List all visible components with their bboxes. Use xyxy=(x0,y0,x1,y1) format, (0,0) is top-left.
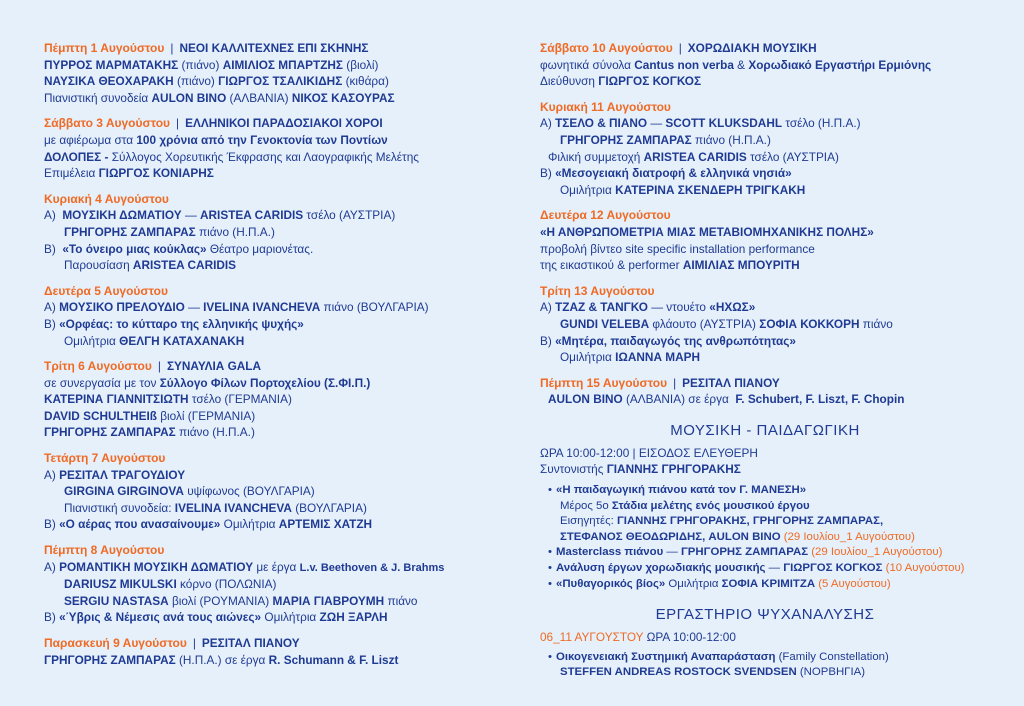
event-title: ΡΕΣΙΤΑΛ ΠΙΑΝΟΥ xyxy=(682,375,780,390)
performer-name: SCOTT KLUKSDAHL xyxy=(665,116,783,131)
talk-title: Οικογενειακή Συστημική Αναπαράσταση xyxy=(556,650,776,663)
event-aug-8 xyxy=(44,542,504,626)
performer-name: ΑΡΤΕΜΙΣ ΧΑΤΖΗ xyxy=(278,517,373,532)
performer-name: STEFFEN ANDREAS ROSTOCK SVENDSEN xyxy=(560,666,797,679)
event-aug-6 xyxy=(44,358,504,441)
role-label: Ομιλήτρια xyxy=(64,333,116,348)
event-aug-9 xyxy=(44,635,504,668)
dash: — xyxy=(188,300,200,315)
event-aug-13 xyxy=(540,283,990,366)
event-aug-12 xyxy=(540,207,990,273)
performer-name: ΣΤΕΦΑΝΟΣ ΘΕΟΔΩΡΙΔΗΣ, AULON BINO xyxy=(560,530,781,543)
description: με αφιέρωμα στα xyxy=(44,132,134,147)
event-date: Τρίτη 6 Αυγούστου xyxy=(44,359,152,374)
composers: L.v. Beethoven & J. Brahms xyxy=(299,561,445,574)
role-label: Φιλική συμμετοχή xyxy=(548,149,641,164)
performer-name: ΓΙΩΡΓΟΣ ΚΟΓΚΟΣ xyxy=(598,74,702,89)
part-label: Α) xyxy=(44,467,56,482)
event-title: ΝΕΟΙ ΚΑΛΛΙΤΕΧΝΕΣ ΕΠΙ ΣΚΗΝΗΣ xyxy=(179,41,369,55)
part-label: Β) xyxy=(540,333,552,348)
performer-name: ARISTEA CARIDIS xyxy=(132,258,237,273)
description: — ντουέτο xyxy=(651,300,706,315)
talk-title: «Ύβρις & Νέμεσις ανά τους αιώνες» xyxy=(59,610,262,625)
instrument: πιάνο xyxy=(862,316,893,331)
part-label: Β) xyxy=(44,610,56,625)
event-aug-15 xyxy=(540,375,990,408)
instrument: τσέλο (ΓΕΡΜΑΝΙΑ) xyxy=(191,392,292,407)
date-range: (5 Αυγούστου) xyxy=(818,577,891,590)
event-aug-7 xyxy=(44,450,504,533)
group-name: ΔΟΛΟΠΕΣ - xyxy=(44,149,109,164)
description: (ΑΛΒΑΝΙΑ) σε έργα xyxy=(626,392,729,407)
highlight: Στάδια μελέτης ενός μουσικού έργου xyxy=(611,499,810,512)
event-title: ΤΖΑΖ & ΤΑΝΓΚΟ xyxy=(555,300,648,315)
performer-name: ΖΩΗ ΞΑΡΛΗ xyxy=(319,610,388,625)
performer-name: ΜΑΡΙΑ ΓΙΑΒΡΟΥΜΗ xyxy=(272,593,385,608)
performer-name: ΓΡΗΓΟΡΗΣ ΖΑΜΠΑΡΑΣ xyxy=(680,546,809,559)
description: προβολή βίντεο site specific installation performance xyxy=(540,241,815,256)
instrument: πιάνο (ΒΟΥΛΓΑΡΙΑ) xyxy=(323,300,429,315)
performer-name: ΠΥΡΡΟΣ ΜΑΡΜΑΤΑΚΗΣ xyxy=(44,57,179,72)
event-title: ΜΟΥΣΙΚΗ ΔΩΜΑΤΙΟΥ xyxy=(62,208,182,223)
talk-title: «Μητέρα, παιδαγωγός της ανθρωπότητας» xyxy=(555,333,796,348)
description: φωνητικά σύνολα xyxy=(540,57,631,72)
group-name: Σύλλογο Φίλων Πορτοχελίου (Σ.ΦΙ.Π.) xyxy=(159,375,371,390)
performer-name: GIRGINA GIRGINOVA xyxy=(64,484,184,499)
event-date: Δευτέρα 5 Αυγούστου xyxy=(44,283,168,298)
performer-name: ΣΟΦΙΑ ΚΡΙΜΙΤΖΑ xyxy=(721,577,816,590)
part-label: Α) xyxy=(44,559,56,574)
time-info: ΩΡΑ 10:00-12:00 xyxy=(646,630,736,645)
part-label: Β) xyxy=(44,517,56,532)
separator: | xyxy=(673,375,677,390)
performer-name: ΓΡΗΓΟΡΗΣ ΖΑΜΠΑΡΑΣ xyxy=(560,132,692,147)
performer-name: ΘΕΛΓΗ ΚΑΤΑΧΑΝΑΚΗ xyxy=(119,333,245,348)
description: Μέρος 5ο xyxy=(560,499,609,512)
instrument: τσέλο (ΑΥΣΤΡΙΑ) xyxy=(306,208,396,223)
highlight: 100 χρόνια από την Γενοκτονία των Ποντίων xyxy=(136,132,388,147)
left-column xyxy=(44,40,504,677)
performer-name: ΚΑΤΕΡΙΝΑ ΓΙΑΝΝΙΤΣΙΩΤΗ xyxy=(44,392,189,407)
performer-name: ΑΙΜΙΛΙΟΣ ΜΠΑΡΤΖΗΣ xyxy=(222,57,344,72)
event-aug-4 xyxy=(44,191,504,274)
role-label: Ομιλήτρια xyxy=(223,517,276,532)
dash: — xyxy=(768,562,781,575)
performer-name: ΓΙΑΝΝΗΣ ΓΡΗΓΟΡΑΚΗΣ xyxy=(606,462,741,477)
performer-name: ΓΙΩΡΓΟΣ ΚΟΝΙΑΡΗΣ xyxy=(98,166,214,181)
country: (ΒΟΥΛΓΑΡΙΑ) xyxy=(295,500,367,515)
role-label: Ομιλήτρια xyxy=(668,577,719,590)
psychoanalysis-section xyxy=(540,629,990,681)
description: Σύλλογος Χορευτικής Έκφρασης και Λαογραφικής Μελέτης xyxy=(111,149,419,164)
description: με έργα xyxy=(256,559,297,574)
talk-title: Ανάλυση έργων χορωδιακής μουσικής xyxy=(556,562,766,575)
performer-name: SERGIU NASTASA xyxy=(64,593,169,608)
role-label: Διεύθυνση xyxy=(540,74,595,89)
instrument: βιολί (ΡΟΥΜΑΝΙΑ) xyxy=(171,593,270,608)
separator: | xyxy=(170,41,174,55)
performer-name: DAVID SCHULTHEIß xyxy=(44,408,157,423)
dash: — xyxy=(184,208,197,223)
event-date: Πέμπτη 8 Αυγούστου xyxy=(44,543,165,558)
bullet-icon: • xyxy=(548,650,552,663)
list-item xyxy=(540,650,990,666)
date-range: (29 Ιουλίου_1 Αυγούστου) xyxy=(783,530,915,543)
talk-title: «Πυθαγορικός βίος» xyxy=(556,577,666,590)
right-column xyxy=(540,40,990,681)
performer-name: ΝΑΥΣΙΚΑ ΘΕΟΧΑΡΑΚΗ xyxy=(44,74,174,89)
performer-name: ΓΡΗΓΟΡΗΣ ΖΑΜΠΑΡΑΣ xyxy=(44,425,176,440)
instrument: βιολί (ΓΕΡΜΑΝΙΑ) xyxy=(160,408,256,423)
part-label: Α) xyxy=(44,300,56,315)
event-aug-10 xyxy=(540,40,990,90)
event-title: ΡΕΣΙΤΑΛ ΠΙΑΝΟΥ xyxy=(201,636,300,650)
role-label: Ομιλήτρια xyxy=(560,182,612,197)
list-item xyxy=(540,483,990,499)
event-title: ΡΕΣΙΤΑΛ ΤΡΑΓΟΥΔΙΟΥ xyxy=(59,467,186,482)
role-label: Ομιλήτρια xyxy=(560,350,612,365)
event-title: ΣΥΝΑΥΛΙΑ GALA xyxy=(166,359,262,374)
role-label: Παρουσίαση xyxy=(64,258,130,273)
part-label: Α) xyxy=(44,208,56,223)
performer-name: ΓΡΗΓΟΡΗΣ ΖΑΜΠΑΡΑΣ xyxy=(64,224,196,239)
event-date: Δευτέρα 12 Αυγούστου xyxy=(540,208,671,223)
description: Θέατρο μαριονέτας. xyxy=(209,241,314,256)
description: σε συνεργασία με τον xyxy=(44,375,157,390)
talk-title: «Ο αέρας που ανασαίνουμε» xyxy=(59,517,221,532)
composers: R. Schumann & F. Liszt xyxy=(268,652,399,667)
event-date: Σάββατο 3 Αυγούστου xyxy=(44,116,171,131)
group-name: «ΗΧΩΣ» xyxy=(709,300,756,315)
instrument: πιάνο (Η.Π.Α.) xyxy=(198,224,275,239)
bullet-icon: • xyxy=(548,484,552,497)
description: (Family Constellation) xyxy=(778,650,889,663)
ampersand: & xyxy=(737,57,746,72)
description: (Η.Π.Α.) σε έργα xyxy=(178,652,266,667)
separator: | xyxy=(192,636,196,650)
performer-name: ΙΩΑΝΝΑ ΜΑΡΗ xyxy=(615,350,700,365)
part-label: Α) xyxy=(540,116,552,131)
talk-title: Masterclass πιάνου xyxy=(556,546,664,559)
event-date: Τρίτη 13 Αυγούστου xyxy=(540,283,655,298)
performer-name: AULON BINO xyxy=(151,90,227,105)
event-date: Τετάρτη 7 Αυγούστου xyxy=(44,451,166,466)
role-label: Συντονιστής xyxy=(540,462,604,477)
list-item xyxy=(540,577,990,593)
instrument: πιάνο (Η.Π.Α.) xyxy=(178,425,255,440)
instrument: φλάουτο (ΑΥΣΤΡΙΑ) xyxy=(652,316,756,331)
list-item xyxy=(540,561,990,577)
talk-title: «Μεσογειακή διατροφή & ελληνικά νησιά» xyxy=(555,166,792,181)
instrument: πιάνο xyxy=(387,593,418,608)
event-date: Πέμπτη 1 Αυγούστου xyxy=(44,41,165,55)
performer-name: IVELINA IVANCHEVA xyxy=(174,500,292,515)
instrument: υψίφωνος (ΒΟΥΛΓΑΡΙΑ) xyxy=(187,484,315,499)
performer-name: ΝΙΚΟΣ ΚΑΣΟΥΡΑΣ xyxy=(291,90,395,105)
performer-name: ARISTEA CARIDIS xyxy=(643,149,747,164)
instrument: τσέλο (ΑΥΣΤΡΙΑ) xyxy=(750,149,839,164)
event-aug-1 xyxy=(44,40,504,106)
event-date: Παρασκευή 9 Αυγούστου xyxy=(44,636,187,650)
event-title: ΕΛΛΗΝΙΚΟΙ ΠΑΡΑΔΟΣΙΑΚΟΙ ΧΟΡΟΙ xyxy=(185,116,383,131)
dash: — xyxy=(650,116,663,131)
instrument: τσέλο (Η.Π.Α.) xyxy=(785,116,861,131)
part-label: Α) xyxy=(540,300,552,315)
separator: | xyxy=(678,41,682,55)
performer-name: GUNDI VELEBA xyxy=(560,316,650,331)
instrument: (πιάνο) xyxy=(176,74,215,89)
event-title: ΡΟΜΑΝΤΙΚΗ ΜΟΥΣΙΚΗ ΔΩΜΑΤΙΟΥ xyxy=(59,559,254,574)
country: (ΝΟΡΒΗΓΙΑ) xyxy=(799,666,866,679)
event-aug-3 xyxy=(44,115,504,181)
performer-name: ΣΟΦΙΑ ΚΟΚΚΟΡΗ xyxy=(759,316,860,331)
talk-title: «Η παιδαγωγική πιάνου κατά τον Γ. ΜΑΝΕΣΗ» xyxy=(556,484,807,497)
instrument: πιάνο (Η.Π.Α.) xyxy=(694,132,771,147)
part-label: Β) xyxy=(540,166,552,181)
performer-name: AULON BINO xyxy=(548,392,623,407)
event-aug-11 xyxy=(540,99,990,199)
role-label: Πιανιστική συνοδεία xyxy=(44,90,149,105)
date-range: (29 Ιουλίου_1 Αυγούστου) xyxy=(811,546,943,559)
event-date: Κυριακή 11 Αυγούστου xyxy=(540,99,671,114)
performer-name: IVELINA IVANCHEVA xyxy=(203,300,321,315)
performer-name: DARIUSZ MIKULSKI xyxy=(64,577,177,592)
time-info: ΩΡΑ 10:00-12:00 | ΕΙΣΟΔΟΣ ΕΛΕΥΘΕΡΗ xyxy=(540,445,758,460)
psychoanalysis-heading: ΕΡΓΑΣΤΗΡΙΟ ΨΥΧΑΝΑΛΥΣΗΣ xyxy=(655,606,875,624)
performer-name: ΑΙΜΙΛΙΑΣ ΜΠΟΥΡΙΤΗ xyxy=(682,258,800,273)
event-title: ΤΣΕΛΟ & ΠΙΑΝΟ xyxy=(555,116,648,131)
event-date: Κυριακή 4 Αυγούστου xyxy=(44,191,169,206)
performer-name: ΓΙΩΡΓΟΣ ΚΟΓΚΟΣ xyxy=(783,562,883,575)
talk-title: «Ορφέας: το κύτταρο της ελληνικής ψυχής» xyxy=(59,316,304,331)
description: της εικαστικού & performer xyxy=(540,258,680,273)
date-range: (10 Αυγούστου) xyxy=(885,562,965,575)
part-label: Β) xyxy=(44,241,56,256)
country: (ΑΛΒΑΝΙΑ) xyxy=(229,90,289,105)
instrument: κόρνο (ΠΟΛΩΝΙΑ) xyxy=(180,577,277,592)
role-label: Ομιλήτρια xyxy=(264,610,317,625)
list-item xyxy=(540,545,990,561)
separator: | xyxy=(176,116,180,131)
role-label: Εισηγητές: xyxy=(560,515,614,528)
event-date: Σάββατο 10 Αυγούστου xyxy=(540,41,673,55)
dash: — xyxy=(666,546,678,559)
music-pedagogy-heading: ΜΟΥΣΙΚΗ - ΠΑΙΔΑΓΩΓΙΚΗ xyxy=(670,421,860,439)
group-name: Cantus non verba xyxy=(634,57,734,72)
event-aug-5 xyxy=(44,283,504,349)
talk-title: «Το όνειρο μιας κούκλας» xyxy=(62,241,207,256)
performer-name: ΚΑΤΕΡΙΝΑ ΣΚΕΝΔΕΡΗ ΤΡΙΓΚΑΚΗ xyxy=(615,182,806,197)
bullet-icon: • xyxy=(548,546,552,559)
instrument: (βιολί) xyxy=(346,57,379,72)
role-label: Πιανιστική συνοδεία: xyxy=(64,500,172,515)
part-label: Β) xyxy=(44,316,56,331)
event-title: ΧΟΡΩΔΙΑΚΗ ΜΟΥΣΙΚΗ xyxy=(687,41,817,55)
performer-name: ΓΙΑΝΝΗΣ ΓΡΗΓΟΡΑΚΗΣ, ΓΡΗΓΟΡΗΣ ΖΑΜΠΑΡΑΣ, xyxy=(616,515,884,528)
composers: F. Schubert, F. Liszt, F. Chopin xyxy=(735,392,905,407)
instrument: (πιάνο) xyxy=(181,57,220,72)
separator: | xyxy=(157,359,161,374)
bullet-icon: • xyxy=(548,577,552,590)
performer-name: ARISTEA CARIDIS xyxy=(200,208,304,223)
bullet-icon: • xyxy=(548,562,552,575)
instrument: (κιθάρα) xyxy=(345,74,389,89)
date-range: 06_11 ΑΥΓΟΥΣΤΟΥ xyxy=(540,630,644,645)
event-date: Πέμπτη 15 Αυγούστου xyxy=(540,375,668,390)
event-title: «Η ΑΝΘΡΩΠΟΜΕΤΡΙΑ ΜΙΑΣ ΜΕΤΑΒΙΟΜΗΧΑΝΙΚΗΣ ΠΟΛΗΣ» xyxy=(540,224,874,239)
performer-name: ΓΡΗΓΟΡΗΣ ΖΑΜΠΑΡΑΣ xyxy=(44,652,176,667)
group-name: Χορωδιακό Εργαστήρι Ερμιόνης xyxy=(748,57,932,72)
role-label: Επιμέλεια xyxy=(44,166,96,181)
event-title: ΜΟΥΣΙΚΟ ΠΡΕΛΟΥΔΙΟ xyxy=(59,300,185,315)
music-pedagogy-section xyxy=(540,445,990,592)
performer-name: ΓΙΩΡΓΟΣ ΤΣΑΛΙΚΙΔΗΣ xyxy=(218,74,343,89)
